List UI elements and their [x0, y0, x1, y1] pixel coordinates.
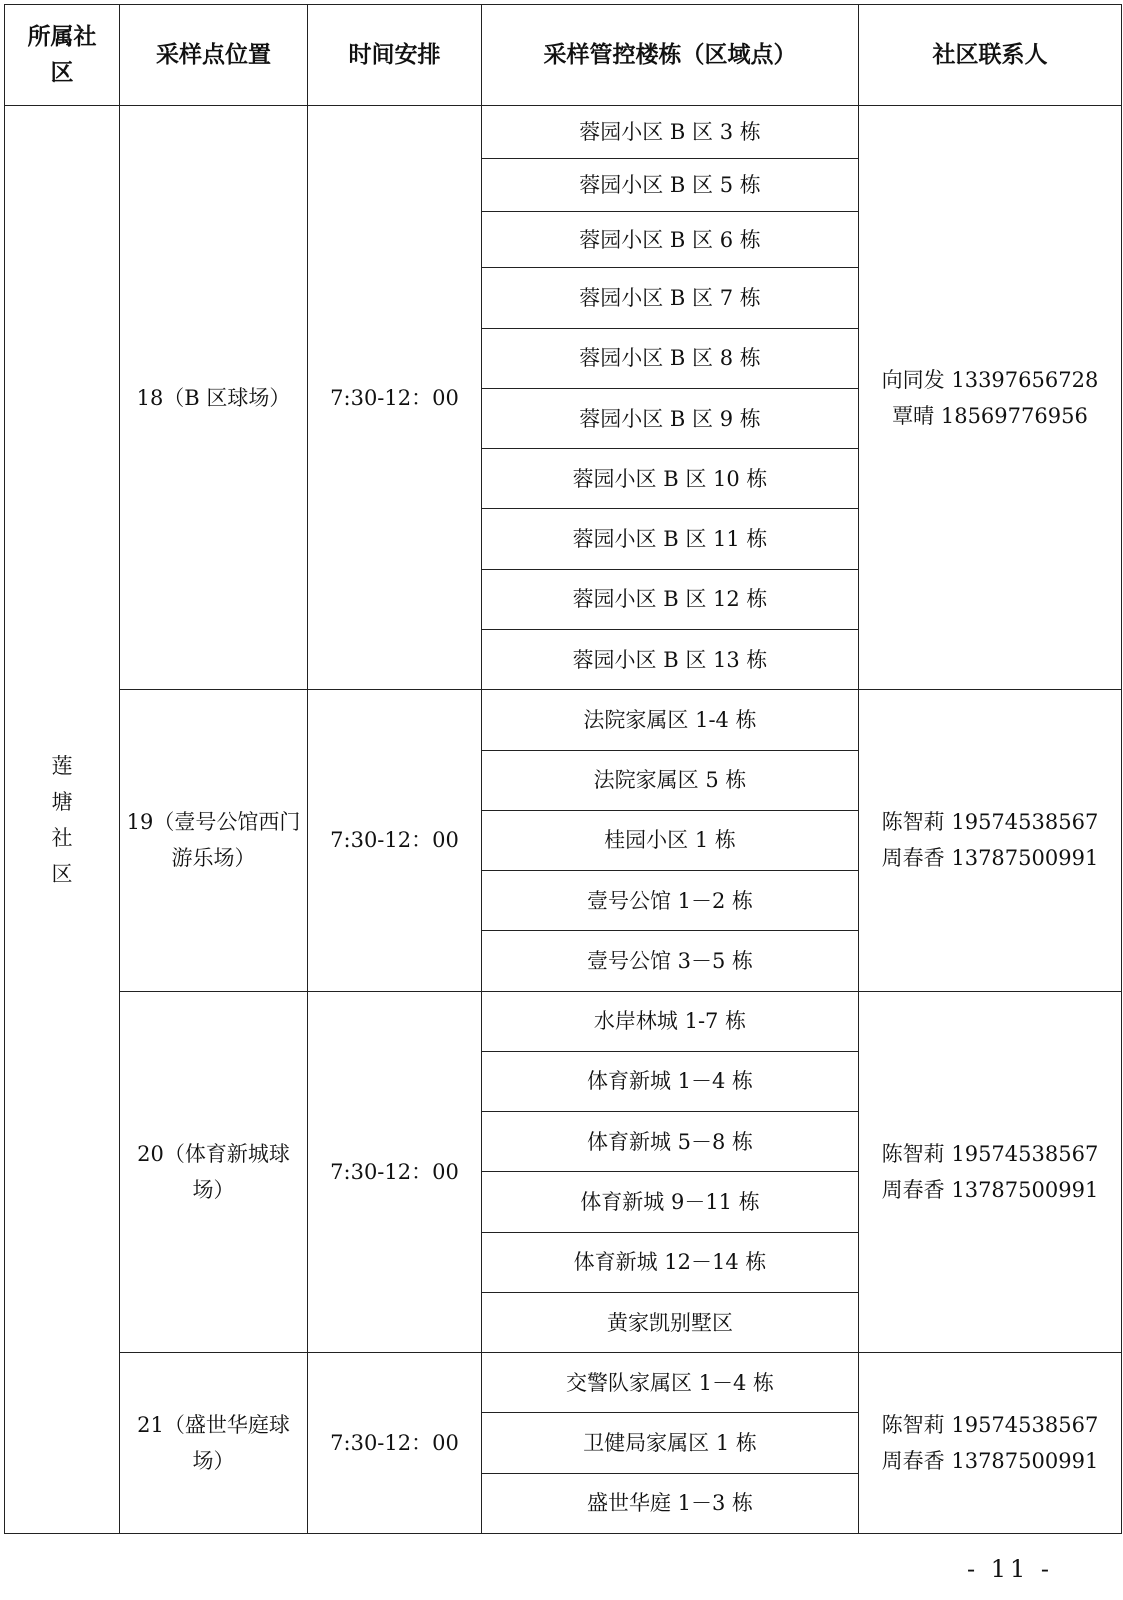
sampling-site-cell: 18（B 区球场）: [120, 106, 308, 690]
community-char: 区: [51, 861, 73, 886]
sampling-site-cell: 19（壹号公馆西门游乐场）: [120, 690, 308, 991]
header-buildings: 采样管控楼栋（区域点）: [482, 5, 859, 106]
building-cell: 蓉园小区 B 区 3 栋: [482, 106, 859, 159]
building-cell: 壹号公馆 1－2 栋: [482, 871, 859, 931]
contact-line: 周春香 13787500991: [881, 1177, 1099, 1202]
schedule-body: [5, 106, 1122, 1534]
building-cell: 体育新城 1－4 栋: [482, 1051, 859, 1111]
contact-line: 覃晴 18569776956: [892, 403, 1088, 428]
header-time: 时间安排: [308, 5, 482, 106]
sampling-site-cell: 20（体育新城球场）: [120, 991, 308, 1353]
contact-line: 陈智莉 19574538567: [881, 1413, 1099, 1438]
building-cell: 蓉园小区 B 区 13 栋: [482, 629, 859, 689]
table-row: [5, 1353, 1122, 1413]
page-number: - 11 -: [966, 1555, 1053, 1583]
building-cell: 蓉园小区 B 区 12 栋: [482, 569, 859, 629]
contact-line: 向同发 13397656728: [881, 367, 1099, 392]
community-cell: [5, 106, 120, 1534]
contact-cell: [859, 1353, 1122, 1534]
building-cell: 桂园小区 1 栋: [482, 810, 859, 870]
contact-line: 陈智莉 19574538567: [881, 1141, 1099, 1166]
building-cell: 蓉园小区 B 区 11 栋: [482, 509, 859, 569]
contact-line: 周春香 13787500991: [881, 846, 1099, 871]
community-char: 莲: [51, 753, 73, 778]
building-cell: 水岸林城 1-7 栋: [482, 991, 859, 1051]
community-char: 塘: [51, 789, 73, 814]
time-cell: 7:30-12：00: [308, 690, 482, 991]
community-char: 社: [51, 825, 73, 850]
table-row: [5, 106, 1122, 159]
building-cell: 盛世华庭 1－3 栋: [482, 1473, 859, 1533]
time-cell: 7:30-12：00: [308, 1353, 482, 1534]
schedule-table: [4, 4, 1122, 1534]
contact-cell: [859, 991, 1122, 1353]
time-cell: 7:30-12：00: [308, 991, 482, 1353]
building-cell: 蓉园小区 B 区 5 栋: [482, 159, 859, 212]
building-cell: 卫健局家属区 1 栋: [482, 1413, 859, 1473]
building-cell: 蓉园小区 B 区 10 栋: [482, 449, 859, 509]
header-contact: 社区联系人: [859, 5, 1122, 106]
sampling-site-cell: 21（盛世华庭球场）: [120, 1353, 308, 1534]
table-row: [5, 690, 1122, 750]
table-row: [5, 991, 1122, 1051]
header-site: 采样点位置: [120, 5, 308, 106]
building-cell: 体育新城 9－11 栋: [482, 1172, 859, 1232]
building-cell: 蓉园小区 B 区 7 栋: [482, 268, 859, 328]
building-cell: 体育新城 5－8 栋: [482, 1112, 859, 1172]
header-row: [5, 5, 1122, 106]
header-community: 所属社区: [5, 5, 120, 106]
building-cell: 蓉园小区 B 区 8 栋: [482, 328, 859, 388]
building-cell: 蓉园小区 B 区 9 栋: [482, 388, 859, 448]
building-cell: 交警队家属区 1－4 栋: [482, 1353, 859, 1413]
contact-line: 陈智莉 19574538567: [881, 810, 1099, 835]
contact-cell: [859, 106, 1122, 690]
building-cell: 蓉园小区 B 区 6 栋: [482, 212, 859, 268]
building-cell: 法院家属区 1-4 栋: [482, 690, 859, 750]
contact-cell: [859, 690, 1122, 991]
building-cell: 法院家属区 5 栋: [482, 750, 859, 810]
contact-line: 周春香 13787500991: [881, 1449, 1099, 1474]
time-cell: 7:30-12：00: [308, 106, 482, 690]
building-cell: 体育新城 12－14 栋: [482, 1232, 859, 1292]
building-cell: 壹号公馆 3－5 栋: [482, 931, 859, 991]
building-cell: 黄家凯别墅区: [482, 1292, 859, 1352]
